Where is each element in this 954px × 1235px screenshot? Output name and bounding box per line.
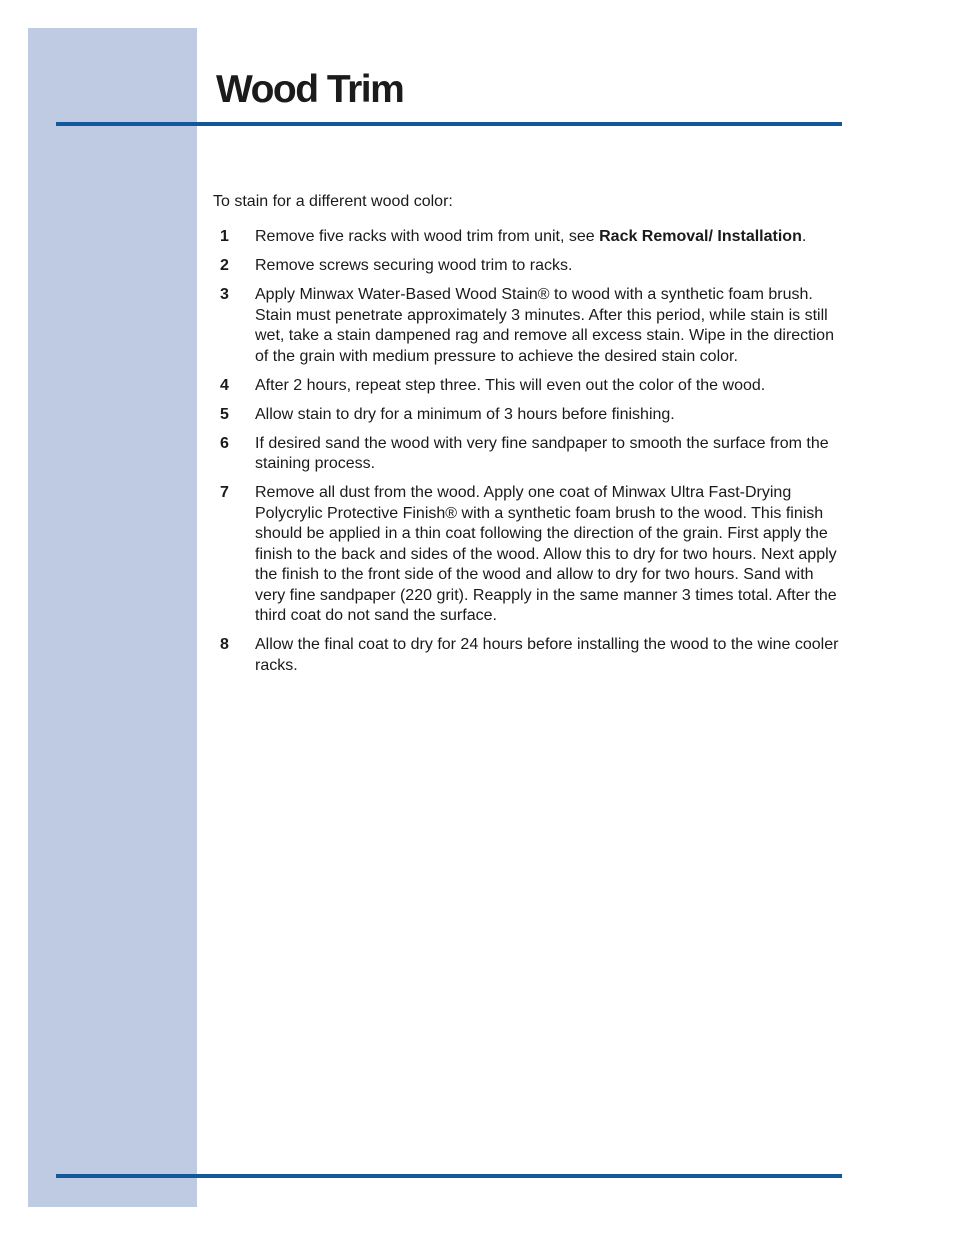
step-text: If desired sand the wood with very fine sandpaper to smooth the surface from the staining process. xyxy=(255,434,829,472)
step-8 xyxy=(213,635,843,676)
step-number: 5 xyxy=(220,405,229,423)
step-text: Remove all dust from the wood. Apply one coat of Minwax Ultra Fast-Drying Polycrylic Protective Finish® with a synthetic foam brush to the wood. This finish should be applied in a thin coat following the direction of the grain. First apply the finish to the back and sides of the wood. Allow this to dry for two hours. Next apply the finish to the front side of the wood and allow to dry for two hours. Sand with very fine sandpaper (220 grit). Reapply in the same manner 3 times total. After the third coat do not sand the surface. xyxy=(255,484,837,624)
footer-rule xyxy=(56,1174,842,1178)
step-text-after: . xyxy=(801,228,807,245)
step-text: After 2 hours, repeat step three. This will even out the color of the wood. xyxy=(255,376,766,394)
page-title: Wood Trim xyxy=(216,68,404,111)
step-text: Apply Minwax Water-Based Wood Stain® to wood with a synthetic foam brush. Stain must penetrate approximately 3 minutes. After this period, while stain is still wet, take a stain dampened rag and remove all excess stain. Wipe in the direction of the grain with medium pressure to achieve the desired stain color. xyxy=(255,286,834,365)
step-number: 2 xyxy=(220,257,229,274)
step-7 xyxy=(213,483,843,627)
step-text-before: Remove five racks with wood trim from unit, see xyxy=(255,228,600,245)
step-number: 7 xyxy=(220,484,229,501)
steps-list xyxy=(213,227,843,685)
step-5 xyxy=(213,405,843,426)
intro-text: To stain for a different wood color: xyxy=(213,193,453,210)
step-number: 6 xyxy=(220,434,229,452)
header-rule xyxy=(56,122,842,126)
step-2 xyxy=(213,256,843,277)
step-text: Allow the final coat to dry for 24 hours before installing the wood to the wine cooler racks. xyxy=(255,636,839,674)
step-number: 1 xyxy=(220,228,229,245)
step-3 xyxy=(213,285,843,367)
step-number: 3 xyxy=(220,286,229,303)
step-1 xyxy=(213,227,843,248)
step-6 xyxy=(213,434,843,475)
step-text: Allow stain to dry for a minimum of 3 hours before finishing. xyxy=(255,405,675,423)
sidebar-band xyxy=(28,28,197,1207)
step-text: Remove screws securing wood trim to racks. xyxy=(255,257,573,274)
step-text xyxy=(255,227,843,248)
step-4 xyxy=(213,376,843,397)
step-number: 4 xyxy=(220,376,229,394)
rack-removal-link[interactable]: Rack Removal/ Installation xyxy=(599,228,802,245)
step-number: 8 xyxy=(220,636,229,653)
